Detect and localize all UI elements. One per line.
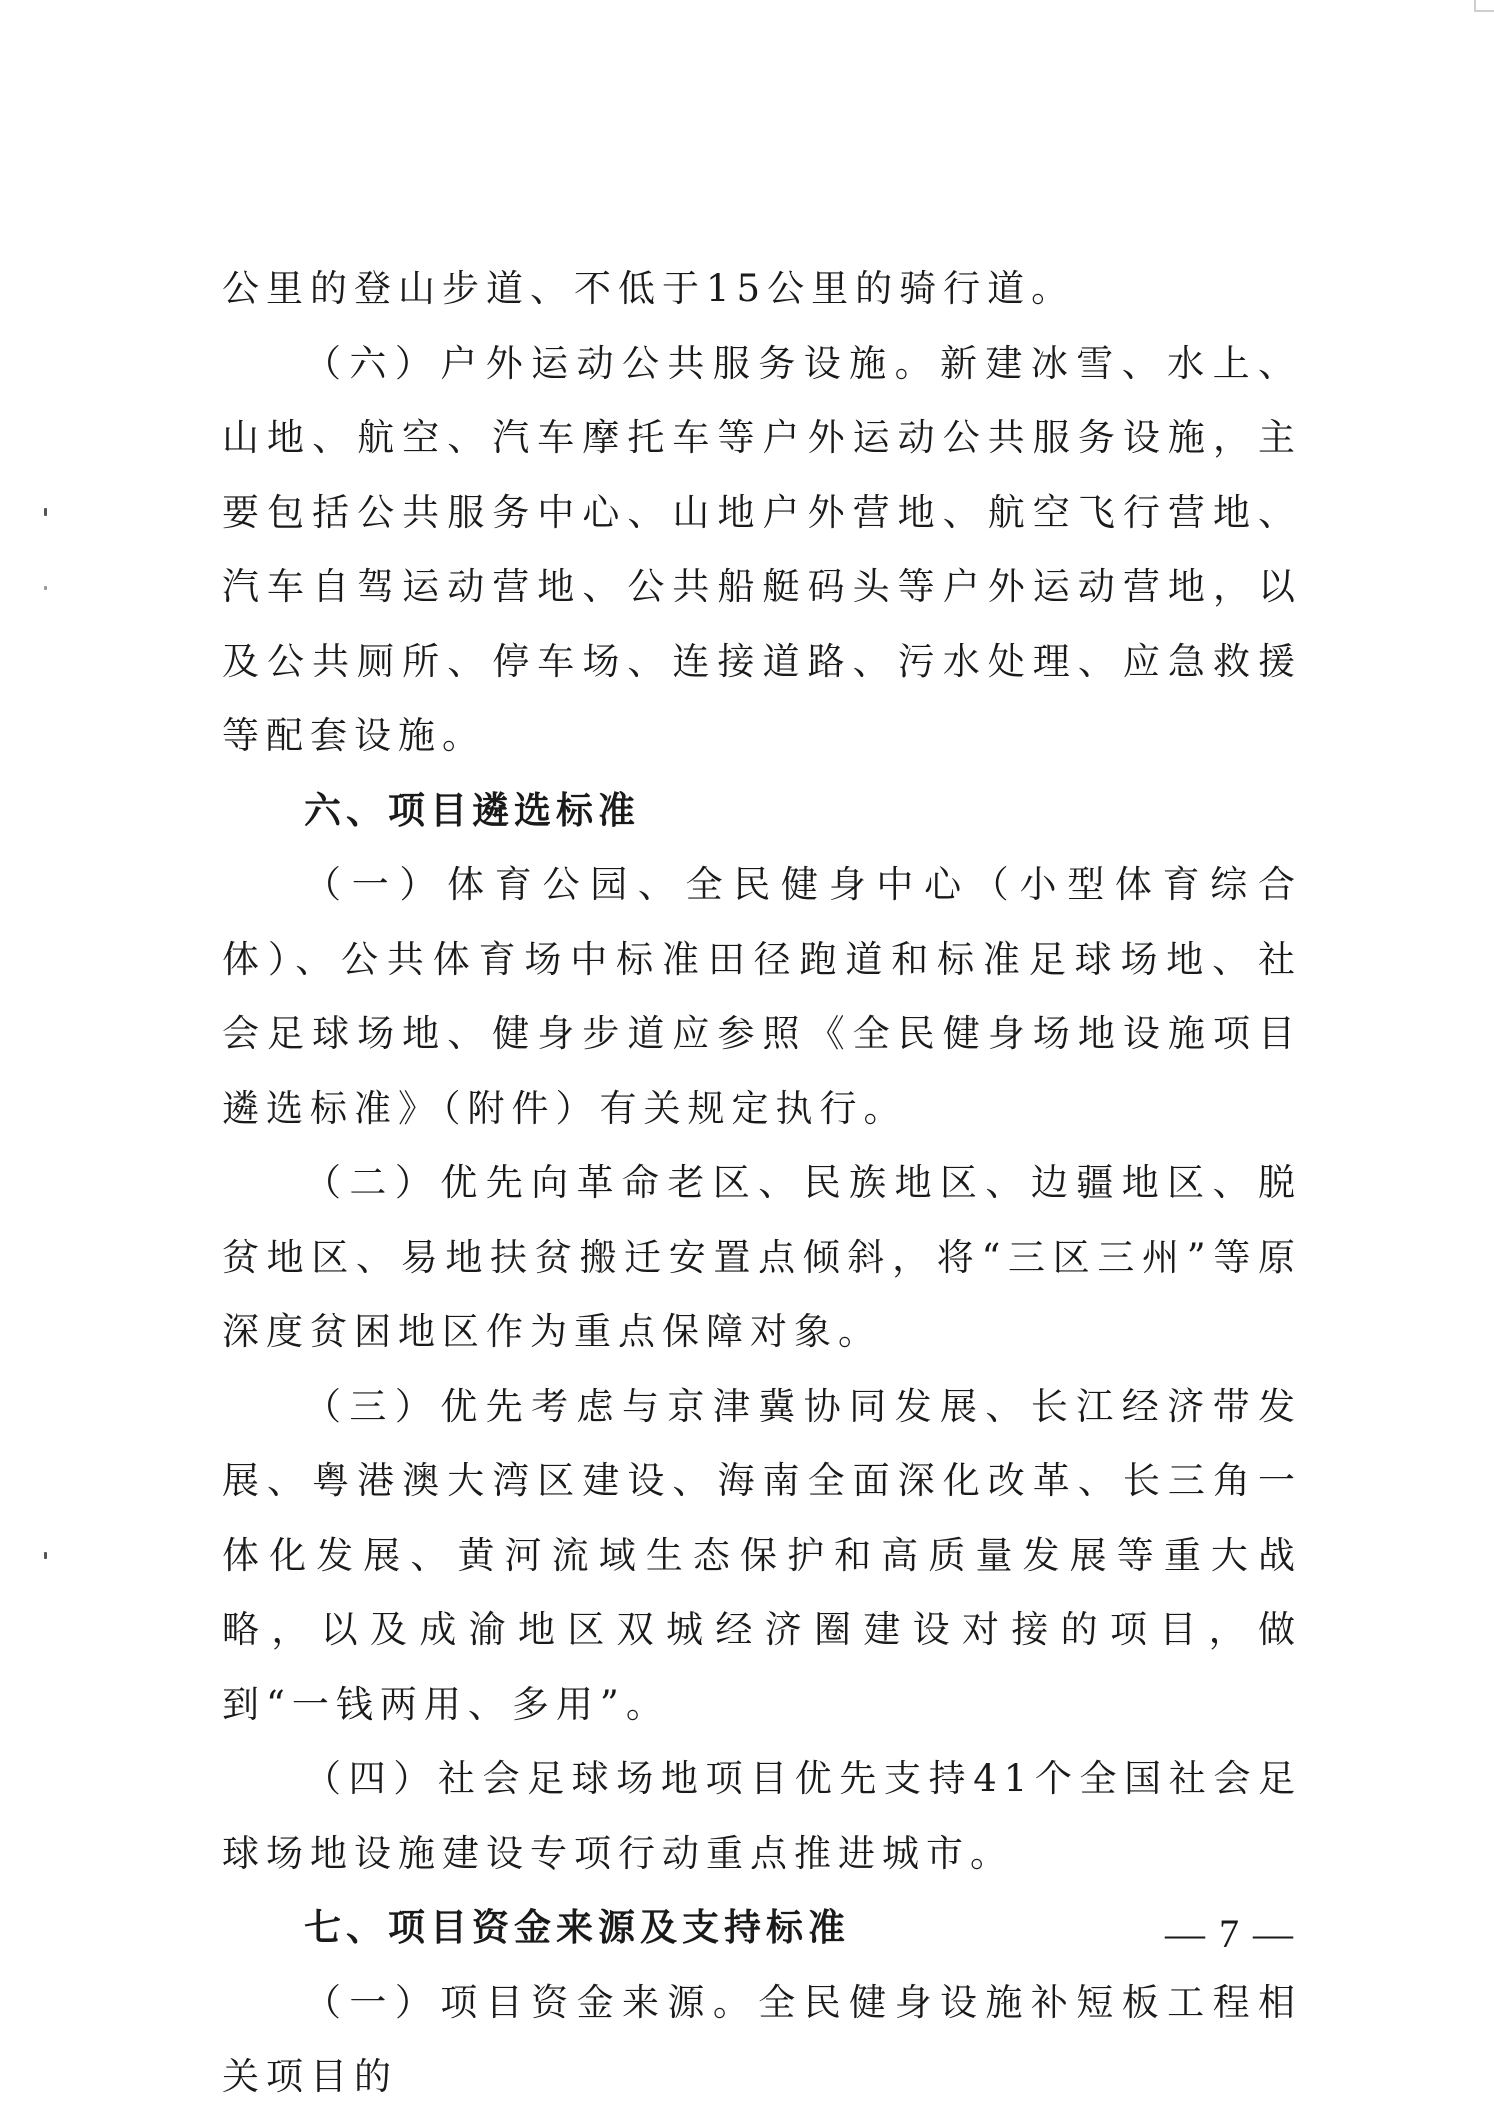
paragraph-selection-item-4: （四）社会足球场地项目优先支持41个全国社会足球场地设施建设专项行动重点推进城市。 [222, 1757, 1302, 1875]
document-body [222, 252, 1302, 2115]
section-heading-project-selection: 六、项目遴选标准 [304, 788, 640, 832]
paragraph-funding-item-1: （一）项目资金来源。全民健身设施补短板工程相关项目的 [222, 1980, 1302, 2098]
paragraph-outdoor-facilities: （六）户外运动公共服务设施。新建冰雪、水上、山地、航空、汽车摩托车等户外运动公共服务设施，主要包括公共服务中心、山地户外营地、航空飞行营地、汽车自驾运动营地、公共船艇码头等户外运动营地，以及公共厕所、停车场、连接道路、污水处理、应急救援等配套设施。 [222, 341, 1302, 757]
section-heading-funding: 七、项目资金来源及支持标准 [304, 1906, 850, 1949]
paragraph-selection-item-1: （一）体育公园、全民健身中心（小型体育综合体）、公共体育场中标准田径跑道和标准足球场地、社会足球场地、健身步道应参照《全民健身场地设施项目遴选标准》（附件）有关规定执行。 [222, 863, 1302, 1130]
paragraph-selection-item-3: （三）优先考虑与京津冀协同发展、长江经济带发展、粤港澳大湾区建设、海南全面深化改革、长三角一体化发展、黄河流域生态保护和高质量发展等重大战略，以及成渝地区双城经济圈建设对接的项目，做到“一钱两用、多用”。 [222, 1384, 1302, 1726]
scan-margin-mark [44, 1552, 47, 1559]
scan-margin-mark [44, 586, 47, 590]
paragraph-selection-item-2: （二）优先向革命老区、民族地区、边疆地区、脱贫地区、易地扶贫搬迁安置点倾斜，将“三区三州”等原深度贫困地区作为重点保障对象。 [222, 1161, 1302, 1353]
paragraph-continuation: 公里的登山步道、不低于15公里的骑行道。 [222, 267, 1076, 310]
page-number: — 7 — [1165, 1911, 1295, 1956]
scan-margin-mark [44, 508, 47, 516]
scan-corner-mark [1474, 0, 1494, 12]
